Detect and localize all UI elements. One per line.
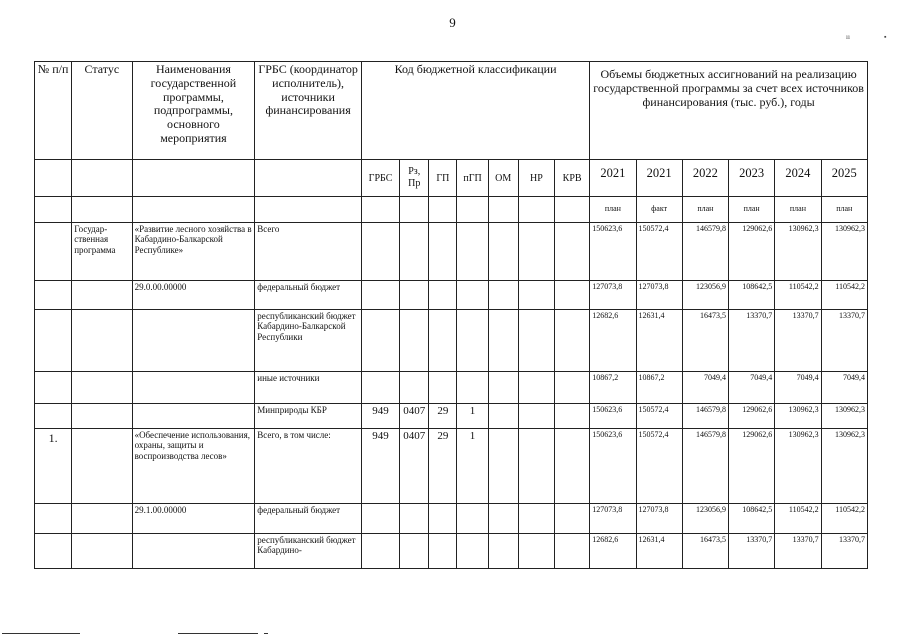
row-value: 108642,5	[729, 504, 775, 534]
row-code-krv	[555, 534, 590, 569]
empty-cell	[555, 197, 590, 223]
table-row	[35, 504, 868, 534]
row-status	[72, 429, 132, 504]
footer-rule	[178, 633, 258, 634]
row-code-pgp	[457, 281, 488, 310]
row-name	[132, 372, 255, 404]
row-code-krv	[555, 223, 590, 281]
row-source: федеральный бюджет	[255, 504, 362, 534]
row-value: 16473,5	[682, 310, 728, 372]
row-status	[72, 310, 132, 372]
header-code: Код бюджетной классификации	[361, 62, 589, 160]
row-value: 123056,9	[682, 281, 728, 310]
row-code-gp	[429, 310, 457, 372]
table-row	[35, 223, 868, 281]
table-row	[35, 310, 868, 372]
row-code-nr	[518, 281, 554, 310]
row-status: Государ-ственная программа	[72, 223, 132, 281]
row-code-pgp	[457, 223, 488, 281]
empty-cell	[255, 197, 362, 223]
row-value: 130962,3	[775, 223, 821, 281]
row-value: 150572,4	[636, 404, 682, 429]
row-code-pgp: 1	[457, 429, 488, 504]
row-value: 7049,4	[775, 372, 821, 404]
row-value: 123056,9	[682, 504, 728, 534]
row-code-krv	[555, 281, 590, 310]
row-source: Всего	[255, 223, 362, 281]
code-col-krv: КРВ	[555, 160, 590, 197]
table-row	[35, 404, 868, 429]
row-name: 29.1.00.00000	[132, 504, 255, 534]
empty-cell	[132, 197, 255, 223]
year-type-row	[35, 197, 868, 223]
empty-cell	[488, 197, 518, 223]
empty-cell	[72, 197, 132, 223]
row-code-pgp	[457, 534, 488, 569]
row-code-nr	[518, 534, 554, 569]
row-code-nr	[518, 372, 554, 404]
table-row	[35, 429, 868, 504]
year-type: план	[590, 197, 636, 223]
row-code-grbs	[361, 281, 399, 310]
table-row	[35, 372, 868, 404]
row-code-om	[488, 404, 518, 429]
code-col-grbs: ГРБС	[361, 160, 399, 197]
row-value: 12631,4	[636, 534, 682, 569]
row-code-nr	[518, 504, 554, 534]
year-type: план	[821, 197, 867, 223]
row-number	[35, 223, 72, 281]
row-value: 127073,8	[590, 281, 636, 310]
row-number: 1.	[35, 429, 72, 504]
row-source: Всего, в том числе:	[255, 429, 362, 504]
row-value: 130962,3	[775, 404, 821, 429]
year-type: факт	[636, 197, 682, 223]
row-value: 150572,4	[636, 429, 682, 504]
row-code-krv	[555, 372, 590, 404]
code-col-om: ОМ	[488, 160, 518, 197]
footer-rule	[2, 633, 80, 634]
row-code-krv	[555, 504, 590, 534]
row-value: 150623,6	[590, 429, 636, 504]
code-header-row	[35, 160, 868, 197]
row-value: 130962,3	[821, 429, 867, 504]
row-value: 146579,8	[682, 429, 728, 504]
row-code-nr	[518, 223, 554, 281]
row-code-grbs	[361, 534, 399, 569]
year-header: 2023	[729, 160, 775, 197]
row-number	[35, 372, 72, 404]
header-grbs: ГРБС (координатор исполнитель), источники финансирования	[255, 62, 362, 160]
year-type: план	[682, 197, 728, 223]
empty-cell	[72, 160, 132, 197]
row-code-gp	[429, 504, 457, 534]
row-value: 129062,6	[729, 223, 775, 281]
row-code-om	[488, 310, 518, 372]
row-value: 13370,7	[821, 534, 867, 569]
row-value: 150572,4	[636, 223, 682, 281]
row-code-grbs: 949	[361, 429, 399, 504]
row-number	[35, 310, 72, 372]
row-value: 130962,3	[775, 429, 821, 504]
row-code-rzpr: 0407	[400, 404, 429, 429]
table-row	[35, 281, 868, 310]
empty-cell	[400, 197, 429, 223]
row-code-om	[488, 429, 518, 504]
row-status	[72, 281, 132, 310]
row-value: 10867,2	[636, 372, 682, 404]
code-col-rzpr: Рз, Пр	[400, 160, 429, 197]
row-code-gp	[429, 372, 457, 404]
row-number	[35, 534, 72, 569]
empty-cell	[35, 160, 72, 197]
empty-cell	[255, 160, 362, 197]
row-code-gp: 29	[429, 404, 457, 429]
row-code-om	[488, 534, 518, 569]
year-type: план	[729, 197, 775, 223]
row-code-rzpr	[400, 504, 429, 534]
row-name: 29.0.00.00000	[132, 281, 255, 310]
code-col-pgp: пГП	[457, 160, 488, 197]
row-number	[35, 281, 72, 310]
row-value: 13370,7	[775, 310, 821, 372]
row-code-nr	[518, 404, 554, 429]
row-code-grbs: 949	[361, 404, 399, 429]
empty-cell	[457, 197, 488, 223]
row-value: 127073,8	[636, 281, 682, 310]
row-status	[72, 372, 132, 404]
header-status: Статус	[72, 62, 132, 160]
row-code-rzpr: 0407	[400, 429, 429, 504]
scan-speck: ıı	[846, 33, 850, 41]
row-code-grbs	[361, 310, 399, 372]
row-source: республиканский бюджет Кабардино-Балкарской Республики	[255, 310, 362, 372]
empty-cell	[132, 160, 255, 197]
row-value: 110542,2	[821, 504, 867, 534]
row-code-rzpr	[400, 223, 429, 281]
row-value: 7049,4	[821, 372, 867, 404]
row-source: федеральный бюджет	[255, 281, 362, 310]
row-value: 130962,3	[821, 223, 867, 281]
row-value: 127073,8	[590, 504, 636, 534]
row-code-gp: 29	[429, 429, 457, 504]
empty-cell	[35, 197, 72, 223]
row-status	[72, 404, 132, 429]
year-type: план	[775, 197, 821, 223]
row-value: 7049,4	[729, 372, 775, 404]
row-code-grbs	[361, 372, 399, 404]
empty-cell	[518, 197, 554, 223]
row-code-grbs	[361, 504, 399, 534]
row-code-om	[488, 281, 518, 310]
row-value: 150623,6	[590, 404, 636, 429]
row-value: 13370,7	[821, 310, 867, 372]
table-row	[35, 534, 868, 569]
row-value: 108642,5	[729, 281, 775, 310]
row-name: «Развитие лесного хозяйства в Кабардино-Балкарской Республике»	[132, 223, 255, 281]
scan-speck: ▪	[884, 33, 887, 41]
year-header: 2024	[775, 160, 821, 197]
row-code-pgp	[457, 372, 488, 404]
row-status	[72, 504, 132, 534]
row-code-rzpr	[400, 281, 429, 310]
row-value: 13370,7	[729, 534, 775, 569]
year-header: 2025	[821, 160, 867, 197]
row-value: 150623,6	[590, 223, 636, 281]
code-col-nr: НР	[518, 160, 554, 197]
row-value: 146579,8	[682, 404, 728, 429]
row-value: 10867,2	[590, 372, 636, 404]
row-name	[132, 534, 255, 569]
row-value: 12682,6	[590, 534, 636, 569]
header-name: Наименования государственной программы, подпрограммы, основного мероприятия	[132, 62, 255, 160]
row-code-rzpr	[400, 534, 429, 569]
row-name: «Обеспечение использования, охраны, защиты и воспроизводства лесов»	[132, 429, 255, 504]
row-code-nr	[518, 429, 554, 504]
year-header: 2022	[682, 160, 728, 197]
row-code-krv	[555, 404, 590, 429]
row-code-gp	[429, 534, 457, 569]
row-value: 146579,8	[682, 223, 728, 281]
row-code-om	[488, 372, 518, 404]
row-status	[72, 534, 132, 569]
footer-rule	[264, 633, 268, 634]
header-row	[35, 62, 868, 160]
row-code-krv	[555, 310, 590, 372]
row-code-pgp	[457, 310, 488, 372]
row-value: 7049,4	[682, 372, 728, 404]
row-value: 110542,2	[775, 504, 821, 534]
year-header: 2021	[636, 160, 682, 197]
row-number	[35, 404, 72, 429]
row-name	[132, 404, 255, 429]
row-value: 129062,6	[729, 404, 775, 429]
row-value: 110542,2	[821, 281, 867, 310]
row-code-krv	[555, 429, 590, 504]
empty-cell	[361, 197, 399, 223]
row-code-rzpr	[400, 310, 429, 372]
row-name	[132, 310, 255, 372]
row-source: республиканский бюджет Кабардино-	[255, 534, 362, 569]
row-value: 12682,6	[590, 310, 636, 372]
row-code-pgp: 1	[457, 404, 488, 429]
row-code-gp	[429, 223, 457, 281]
page-number: 9	[449, 15, 456, 30]
code-col-gp: ГП	[429, 160, 457, 197]
row-value: 130962,3	[821, 404, 867, 429]
row-code-gp	[429, 281, 457, 310]
row-value: 13370,7	[775, 534, 821, 569]
header-volumes: Объемы бюджетных ассигнований на реализацию государственной программы за счет всех источников финансирования (тыс. руб.), годы	[590, 62, 868, 160]
year-header: 2021	[590, 160, 636, 197]
row-value: 129062,6	[729, 429, 775, 504]
row-value: 16473,5	[682, 534, 728, 569]
row-value: 110542,2	[775, 281, 821, 310]
empty-cell	[429, 197, 457, 223]
row-value: 127073,8	[636, 504, 682, 534]
row-code-nr	[518, 310, 554, 372]
row-code-rzpr	[400, 372, 429, 404]
row-code-om	[488, 504, 518, 534]
row-source: иные источники	[255, 372, 362, 404]
row-code-grbs	[361, 223, 399, 281]
row-value: 12631,4	[636, 310, 682, 372]
row-number	[35, 504, 72, 534]
row-source: Минприроды КБР	[255, 404, 362, 429]
row-code-pgp	[457, 504, 488, 534]
row-value: 13370,7	[729, 310, 775, 372]
header-num: № п/п	[35, 62, 72, 160]
budget-table	[34, 61, 868, 569]
row-code-om	[488, 223, 518, 281]
